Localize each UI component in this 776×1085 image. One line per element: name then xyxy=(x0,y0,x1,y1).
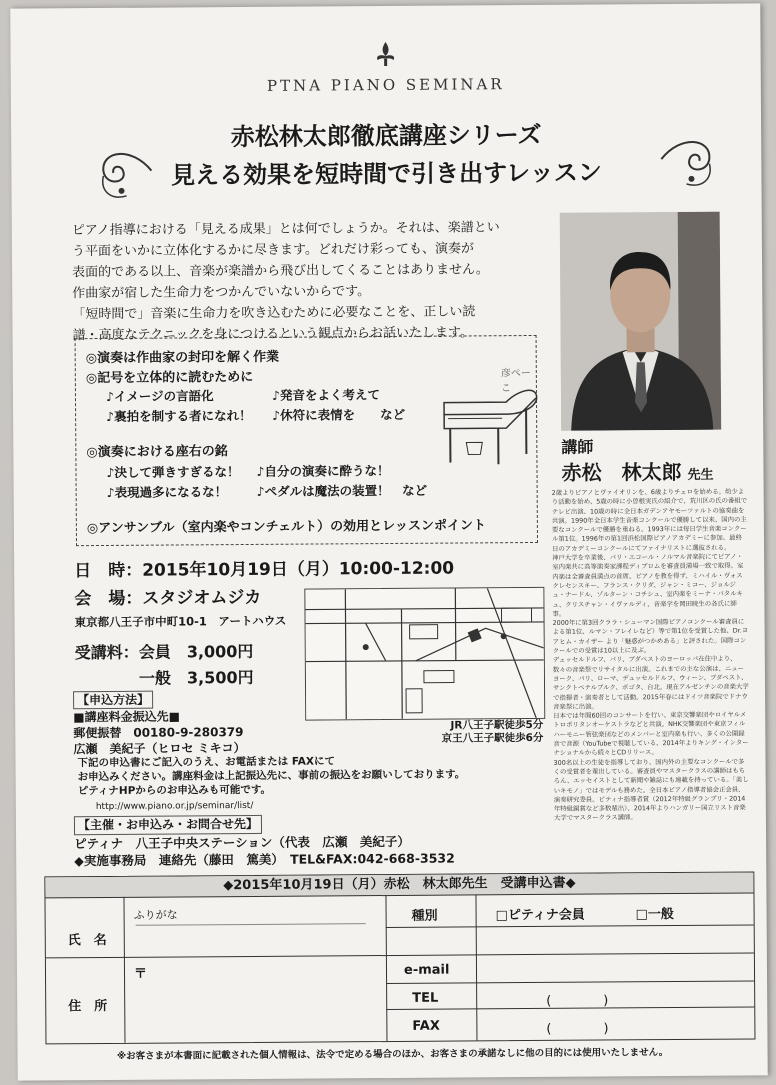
lesson-title: 見える効果を短時間で引き出すレッスン xyxy=(170,157,602,190)
instructor-honorific: 先生 xyxy=(687,467,714,483)
venue-label: 会 場： xyxy=(74,588,143,610)
series-title: 赤松林太郎徹底講座シリーズ xyxy=(230,119,542,152)
note-line: 下記の申込書にご記入のうえ、お電話または FAXにて xyxy=(77,755,336,770)
topic-4: ◎アンサンブル（室内楽やコンチェルト）の効用とレッスンポイント xyxy=(86,518,487,537)
contact-title: 【主催・お申込み・お問合せ先】 xyxy=(74,815,262,835)
fee-general-value: 一般 3,500円 xyxy=(138,667,254,688)
application-note xyxy=(77,753,465,798)
application-form xyxy=(44,871,755,1044)
topic-3-point: ♪表現過多になるな！ xyxy=(106,484,228,500)
application-title: 【申込方法】 xyxy=(73,691,153,710)
topic-3-point: ♪自分の演奏に酔うな！ xyxy=(256,462,390,479)
note-line: ピティナHPからのお申込みも可能です。 xyxy=(77,783,272,798)
intro-line: 作曲家が宿した生命力をつかんでいないからです。 xyxy=(72,284,371,302)
furigana-label: ふりがな xyxy=(133,908,178,922)
form-divider xyxy=(475,894,477,1040)
application-method xyxy=(73,690,246,757)
topic-2-point: ♪休符に表情を など xyxy=(272,406,406,423)
type-option-member[interactable]: □ピティナ会員 xyxy=(495,907,585,924)
form-header: ◆2015年10月19日（月）赤松 林太郎先生 受講申込書◆ xyxy=(45,872,753,898)
intro-line: 「短時間で」音楽に生命力を吹き込むために必要なことを、正しい読 xyxy=(72,304,476,323)
fleur-de-lis-icon xyxy=(372,40,398,68)
topics-box xyxy=(75,335,538,546)
fee-member-value: 会員 3,000円 xyxy=(138,641,254,662)
type-option-general[interactable]: □一般 xyxy=(635,907,674,923)
member-type-label: 種別 xyxy=(411,908,438,924)
fee-general xyxy=(75,665,254,689)
fax-label: FAX xyxy=(412,1018,440,1034)
intro-text xyxy=(72,217,545,346)
topic-1: ◎演奏は作曲家の封印を解く作業 xyxy=(85,349,280,367)
application-line: 郵便振替 00180-9-280379 xyxy=(73,725,244,741)
instructor-profile: 2歳よりピアノとヴァイオリンを、6歳よりチェロを始める。幼少より活動を始め、5歳の時に小曽根実氏の紹介で、荒川区の氏の番組でテレビ出演、10歳の時に全日本ガデンアヤモーツァルトの協奏曲を共演。1990年全日本学生音楽コンクールで優勝して以来、国内の主要なコンクールで優勝を重ねる。1993年には毎日学生音楽コンクール第1位。1996年の第1回浜松国際ピアノアカデミーに参加、最終日のアカデミーコンクールにてファイナリストに選抜される。 神戸大学を卒業後、パリ・エコール・ノルマル音楽院にてピアノ・室内楽共に高等演奏家課程ディプロムを審査員満場一致で取得。室内楽は全審査員満点の首席。ピアノを教を得ず、ミハイル・ヴォスクレセンスキー、フランス・クリダ、ジャン・ミコー、ジョルジュ・ナードル、ゾルターン・コチシュ、室内楽をミーナ・パタルキュ、クリスチャン・イヴァルディ、音楽学を岡田暁生の各氏に師事。 2000年に第3回クララ・シューマン国際ピアノコンクール審査員による第1位、ルマン・フレイレなど）等で第1位を受賞した他、Dr.ヨアヒム・カイザー より「魅惑がつかめある」と評された。国際コンクールでの受賞は10以上に及ぶ。 デュッセルドルフ、パリ、ブダペストのヨーロッパ在住中より、数々の音楽祭でリサイタルに出演。これまでの主な公演は、ニューヨーク、パリ、ローマ、デュッセルドルフ、ウィーン、ブダペスト、サンクトペテルブルク、ボゴタ、台北。現在アルゼンチンの音楽大学で指揮者・演奏者として活動。2015年春にはドイツ音楽院でドナウ音楽祭に出演。 日本では年間60回のコンサートを行い、東京交響楽団やロイヤルメトロポリタンオーケストラなどと共演。NHK交響楽団や東京フィルハーモニー管弦楽団などのメンバーと室内楽も行い、多くの公開録音で音源（YouTubeで視聴している、2014年よりキング・インターナショナルから続々とCDリリース。 300名以上の生徒を指導しており、国内外の主要なコンクールで多くの受賞者を輩出している。審査員やマスタークラスの講師はもちろん、エッセイストとして新聞や雑誌にも連載を持っている。「美しいキモノ」ではモデルも務めた。全日本ピアノ指導者協会正会員、演奏研究委員。ピティナ指導者賞（2012年特級グランプリ・2014年特級銅賞など多数輩出）、2014年よりハンガリー国立リスト音楽大学でマスタークラス講師。 xyxy=(551,487,749,823)
postal-mark: 〒 xyxy=(133,966,148,982)
note-line: お申込みください。講座料金は上記振込先に、事前の振込をお願いしております。 xyxy=(77,768,466,784)
event-date xyxy=(74,554,454,582)
seminar-url: http://www.piano.or.jp/seminar/list/ xyxy=(95,800,254,813)
application-line: ■講座料金振込先■ xyxy=(73,709,180,725)
organizer: ピティナ 八王子中央ステーション（代表 広瀬 美紀子） xyxy=(74,833,410,852)
venue-address: 東京都八王子市中町10-1 アートハウス xyxy=(74,613,287,630)
date-label: 日 時： xyxy=(74,560,143,582)
flyer-sheet xyxy=(10,3,767,1080)
intro-line: 譜・高度なテクニックを身につけるという観点からお話いたします。 xyxy=(72,325,474,344)
intro-line: う平面をいかに立体化するかに尽きます。どれだけ彩っても、演奏が xyxy=(71,241,474,260)
venue-value: スタジオムジカ xyxy=(142,587,262,609)
jr-station-access: JR八王子駅徒歩5分 xyxy=(450,718,544,732)
instructor-photo xyxy=(560,212,722,431)
fee-member xyxy=(75,639,254,663)
topic-3-point: ♪決して弾きすぎるな！ xyxy=(106,464,240,480)
address-label: 住 所 xyxy=(68,998,108,1015)
fax-field[interactable]: ( ) xyxy=(546,1021,609,1037)
tel-field[interactable]: ( ) xyxy=(546,993,609,1009)
form-divider xyxy=(386,980,754,984)
office-contact: ◆実施事務局 連絡先（藤田 篤美） TEL&FAX:042-668-3532 xyxy=(74,850,455,869)
topic-2: ◎記号を立体的に読むために xyxy=(85,369,254,387)
seminar-series-label: PTNA PIANO SEMINAR xyxy=(266,75,505,95)
topic-2-point: ♪イメージの言語化 xyxy=(105,388,214,404)
form-divider xyxy=(46,952,754,958)
name-label: 氏 名 xyxy=(67,932,107,949)
event-venue xyxy=(74,583,261,609)
tel-label: TEL xyxy=(412,990,439,1006)
instructor-name-text: 赤松 林太郎 xyxy=(561,459,682,485)
instructor-label: 講師 xyxy=(561,437,594,457)
topic-3: ◎演奏における座右の銘 xyxy=(86,444,228,461)
topic-2-point: ♪発音をよく考えて xyxy=(271,387,381,403)
intro-line: ピアノ指導における「見える成果」とは何でしょうか。それは、楽譜とい xyxy=(71,220,500,239)
email-label: e-mail xyxy=(403,962,450,978)
furigana-rule xyxy=(136,923,366,926)
handwritten-memo: 彦ぺーこ xyxy=(500,368,531,395)
keio-station-access: 京王八王子駅徒歩6分 xyxy=(441,731,544,745)
topic-2-point: ♪裏拍を制する者になれ！ xyxy=(106,407,252,424)
contact-info xyxy=(74,814,455,870)
date-value: 2015年10月19日（月）10:00-12:00 xyxy=(142,558,455,581)
form-divider xyxy=(386,924,754,928)
instructor-name xyxy=(561,456,713,486)
access-map xyxy=(304,587,545,721)
intro-line: 表面的である以上、音楽が楽譜から飛び出してくることはありません。 xyxy=(72,262,489,281)
privacy-note: ※お客さまが本書面に記載された個人情報は、法令で定める場合のほか、お客さまの承諾なしに他の目的には使用いたしません。 xyxy=(116,1047,669,1062)
topic-3-point: ♪ペダルは魔法の装置！ など xyxy=(256,482,428,499)
application-line: 広瀬 美紀子（ヒロセ ミキコ） xyxy=(73,741,246,757)
fee-label: 受講料： xyxy=(74,642,139,663)
form-divider xyxy=(385,895,387,1041)
station-access xyxy=(433,719,543,746)
form-divider xyxy=(123,897,125,1043)
grand-piano-icon xyxy=(436,384,547,475)
